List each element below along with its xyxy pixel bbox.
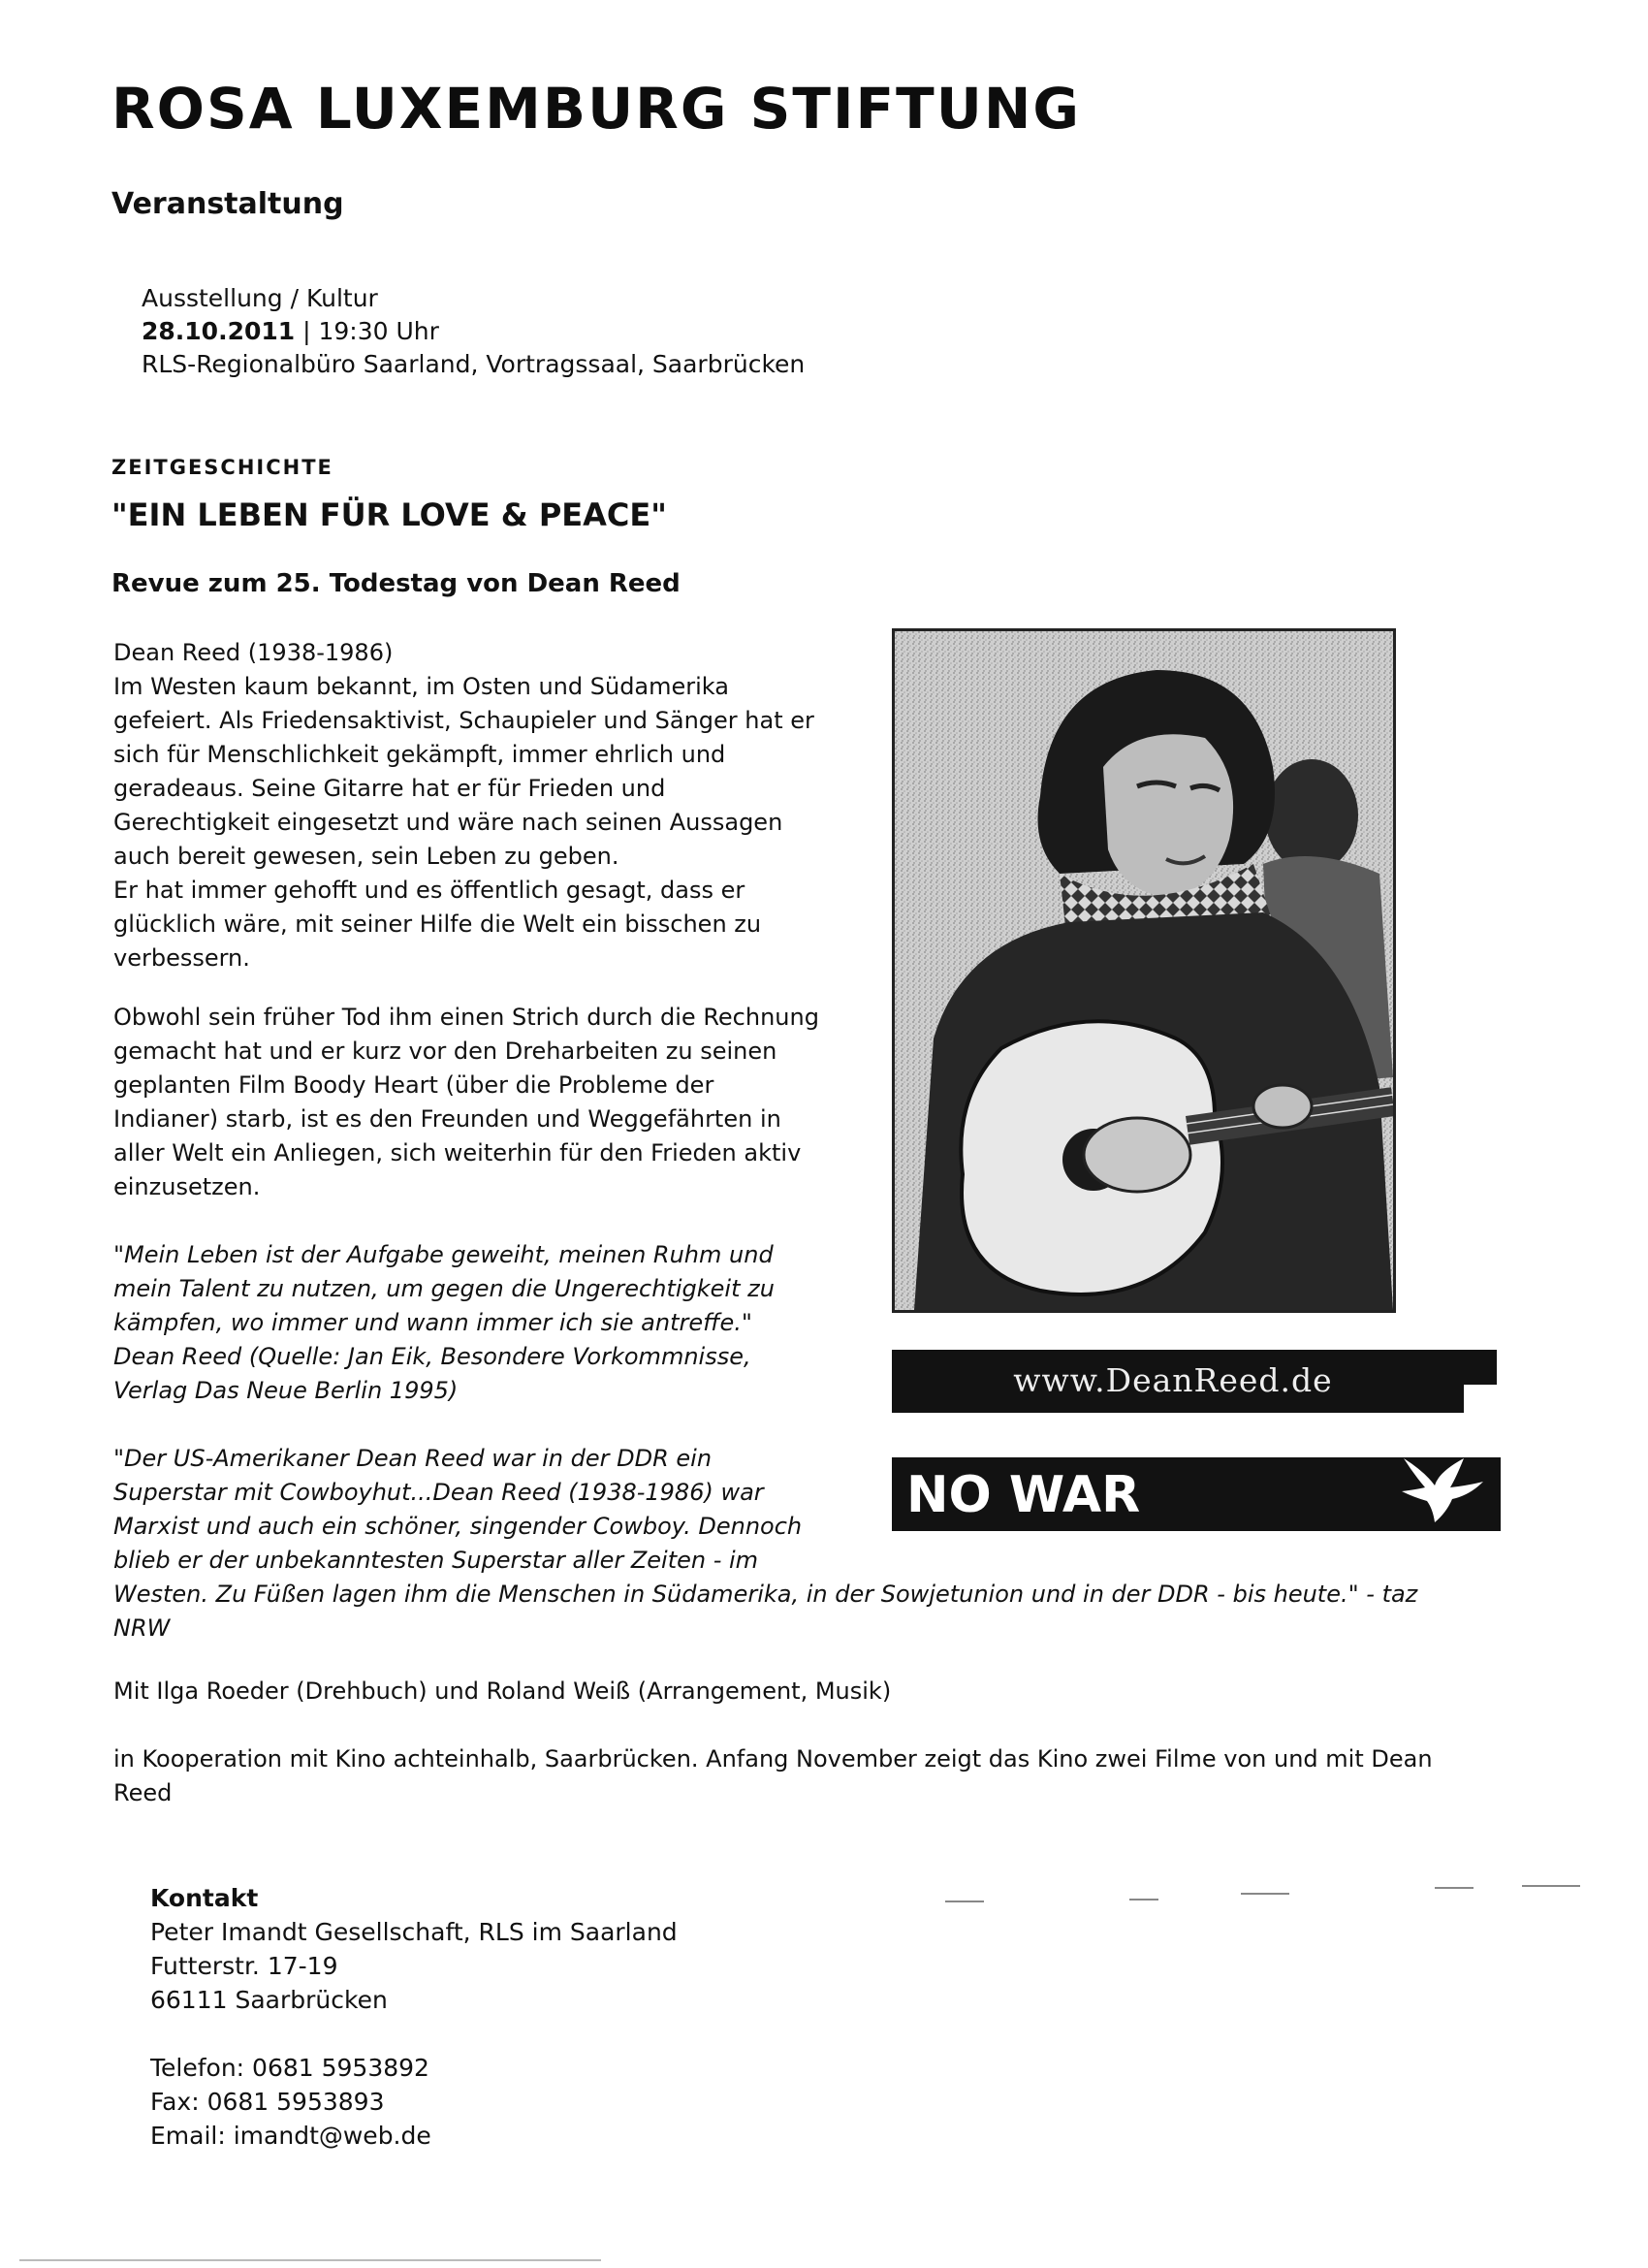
contact-city: 66111 Saarbrücken xyxy=(150,1986,388,2014)
intro-line: auch bereit gewesen, sein Leben zu geben. xyxy=(113,843,619,870)
contact-fax: Fax: 0681 5953893 xyxy=(150,2088,385,2116)
event-datetime xyxy=(142,317,439,345)
intro-line: sich für Menschlichkeit gekämpft, immer ehrlich und xyxy=(113,741,726,768)
contact-street: Futterstr. 17-19 xyxy=(150,1952,338,1980)
contact-phone: Telefon: 0681 5953892 xyxy=(150,2054,429,2082)
website-banner-notch xyxy=(1464,1350,1497,1385)
quote-line: "Mein Leben ist der Aufgabe geweiht, meinen Ruhm und xyxy=(113,1241,774,1268)
contact-block xyxy=(150,1881,678,2153)
date-separator: | xyxy=(302,317,311,345)
intro-line: Im Westen kaum bekannt, im Osten und Südamerika xyxy=(113,673,729,700)
quote-line: Westen. Zu Füßen lagen ihm die Menschen in Südamerika, in der Sowjetunion und in der DDR - bis heute." - taz xyxy=(113,1581,1418,1608)
second-paragraph xyxy=(113,1001,819,1204)
paragraph-line: gemacht hat und er kurz vor den Dreharbeiten zu seinen xyxy=(113,1038,777,1065)
event-location: RLS-Regionalbüro Saarland, Vortragssaal, Saarbrücken xyxy=(142,350,806,378)
quote-line: "Der US-Amerikaner Dean Reed war in der DDR ein xyxy=(113,1445,713,1472)
website-url: www.DeanReed.de xyxy=(1013,1361,1333,1399)
quote-line: blieb er der unbekanntesten Superstar aller Zeiten - im xyxy=(113,1547,759,1574)
quote-line: NRW xyxy=(113,1614,171,1642)
paragraph-line: einzusetzen. xyxy=(113,1173,261,1200)
intro-line: Gerechtigkeit eingesetzt und wäre nach seinen Aussagen xyxy=(113,809,783,836)
event-date: 28.10.2011 xyxy=(142,317,296,345)
intro-line: Er hat immer gehofft und es öffentlich gesagt, dass er xyxy=(113,877,745,904)
cooperation-line: in Kooperation mit Kino achteinhalb, Saarbrücken. Anfang November zeigt das Kino zwei Filme von und mit Dean xyxy=(113,1745,1433,1773)
article-headline: "EIN LEBEN FÜR LOVE & PEACE" xyxy=(111,496,667,533)
scan-speck xyxy=(19,2259,601,2261)
quote-line: Superstar mit Cowboyhut...Dean Reed (1938-1986) war xyxy=(113,1479,764,1506)
quote-line: Dean Reed (Quelle: Jan Eik, Besondere Vorkommnisse, xyxy=(113,1343,751,1370)
contact-email: Email: imandt@web.de xyxy=(150,2122,431,2150)
quote-line: mein Talent zu nutzen, um gegen die Ungerechtigkeit zu xyxy=(113,1275,775,1302)
paragraph-line: geplanten Film Boody Heart (über die Probleme der xyxy=(113,1071,714,1099)
intro-line: geradeaus. Seine Gitarre hat er für Frieden und xyxy=(113,775,666,802)
scan-speck xyxy=(1241,1893,1289,1895)
contact-org: Peter Imandt Gesellschaft, RLS im Saarland xyxy=(150,1918,678,1946)
intro-paragraph xyxy=(113,636,814,975)
scan-speck xyxy=(1129,1899,1158,1901)
photo-illustration xyxy=(895,631,1393,1310)
org-title: ROSA LUXEMBURG STIFTUNG xyxy=(111,76,1081,142)
intro-line: Dean Reed (1938-1986) xyxy=(113,639,394,666)
article-subtitle: Revue zum 25. Todestag von Dean Reed xyxy=(111,569,681,598)
scan-speck xyxy=(945,1901,984,1902)
contact-spacer xyxy=(150,2017,678,2051)
quote-reed xyxy=(113,1238,775,1408)
scan-speck xyxy=(1522,1885,1580,1887)
photo-guitarist xyxy=(892,628,1396,1313)
paragraph-line: Indianer) starb, ist es den Freunden und Weggefährten in xyxy=(113,1105,781,1133)
dove-icon xyxy=(1396,1453,1489,1526)
cooperation-line: Reed xyxy=(113,1779,173,1806)
section-label: Veranstaltung xyxy=(111,187,344,221)
scan-speck xyxy=(1435,1887,1474,1889)
event-category: Ausstellung / Kultur xyxy=(142,284,378,312)
article-kicker: ZEITGESCHICHTE xyxy=(111,456,333,479)
paragraph-line: Obwohl sein früher Tod ihm einen Strich durch die Rechnung xyxy=(113,1004,819,1031)
cooperation-paragraph xyxy=(113,1742,1433,1810)
quote-line: Verlag Das Neue Berlin 1995) xyxy=(113,1377,459,1404)
credits-line xyxy=(113,1675,891,1709)
quote-line: Marxist und auch ein schöner, singender Cowboy. Dennoch xyxy=(113,1513,803,1540)
nowar-text: NO WAR xyxy=(906,1466,1141,1524)
intro-line: verbessern. xyxy=(113,944,250,972)
intro-line: gefeiert. Als Friedensaktivist, Schaupieler und Sänger hat er xyxy=(113,707,814,734)
intro-line: glücklich wäre, mit seiner Hilfe die Welt ein bisschen zu xyxy=(113,910,762,938)
paragraph-line: aller Welt ein Anliegen, sich weiterhin für den Frieden aktiv xyxy=(113,1139,802,1166)
quote-line: kämpfen, wo immer und wann immer ich sie antreffe." xyxy=(113,1309,752,1336)
contact-heading: Kontakt xyxy=(150,1884,259,1912)
credits-text: Mit Ilga Roeder (Drehbuch) und Roland Weiß (Arrangement, Musik) xyxy=(113,1677,892,1705)
event-time: 19:30 Uhr xyxy=(318,317,439,345)
